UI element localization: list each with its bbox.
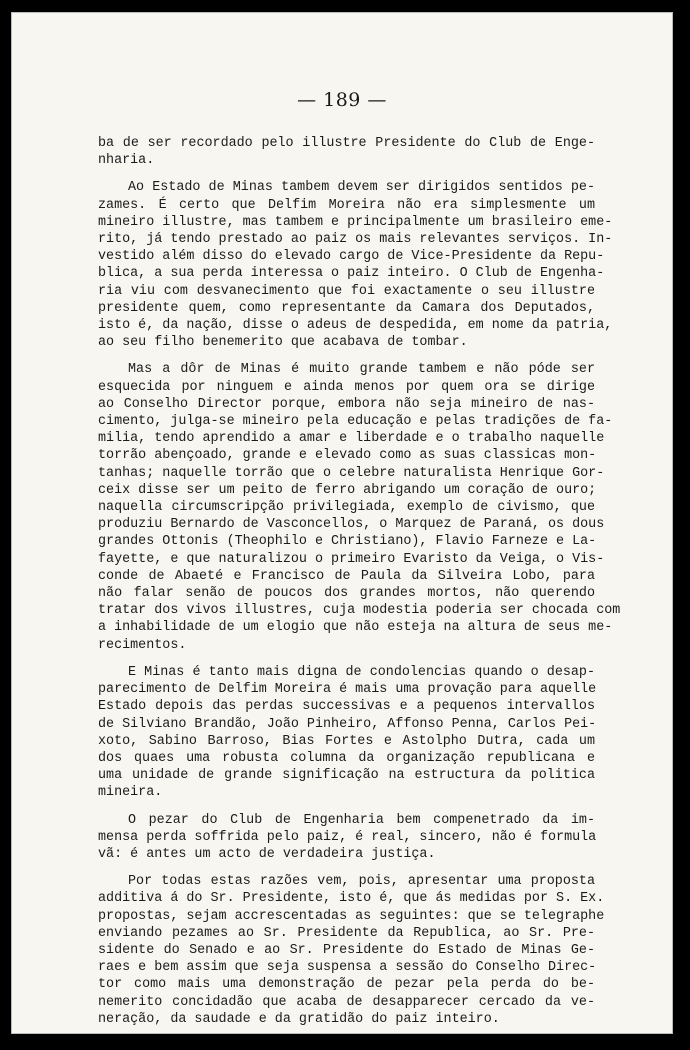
text-line: raes e bem assim que seja suspensa a sessão do Conselho Direc- [98, 960, 597, 976]
paragraph [98, 361, 621, 653]
text-line: tanhas; naquelle torrão que o celebre naturalista Henrique Gor- [98, 465, 605, 481]
text-line: mineira. [98, 785, 163, 801]
text-line: ceix disse ser um peito de ferro abrigando um coração de ouro; [98, 482, 597, 498]
book-page [11, 12, 673, 1034]
text-line: Ao Estado de Minas tambem devem ser dirigidos sentidos pe- [128, 180, 595, 196]
body-text [98, 135, 621, 1034]
text-line: sidente do Senado e ao Sr. Presidente do Estado de Minas Ge- [98, 942, 595, 958]
text-line: milia, tendo aprendido a amar e liberdade e o trabalho naquelle [98, 431, 605, 447]
text-line: nemerito concidadão que acaba de desapparecer cercado da ve- [98, 994, 595, 1010]
text-line: ao Conselho Director porque, embora não seja mineiro de nas- [98, 396, 595, 412]
text-line: Mas a dôr de Minas é muito grande tambem e não póde ser [128, 362, 595, 378]
text-line: ao seu filho benemerito que acabava de tombar. [98, 335, 468, 351]
paragraph [98, 812, 595, 864]
text-line: additiva á do Sr. Presidente, isto é, que ás medidas por S. Ex. [98, 891, 605, 907]
text-line: tratar dos vivos illustres, cuja modestia poderia ser chocada com [98, 603, 621, 619]
text-line: mensa perda soffrida pelo paiz, é real, sincero, não é formula [98, 829, 597, 845]
text-line: parecimento de Delfim Moreira é mais uma provação para aquelle [98, 682, 597, 698]
text-line: zames. É certo que Delfim Moreira não era simplesmente um [98, 197, 595, 213]
paragraph [98, 179, 613, 351]
text-line: isto é, da nação, disse o adeus de despedida, em nome da patria, [98, 318, 613, 334]
text-line: não falar senão de poucos dos grandes mortos, não querendo [98, 586, 595, 602]
text-line: ba de ser recordado pelo illustre Presidente do Club de Enge- [98, 136, 595, 151]
text-line: rito, já tendo prestado ao paiz os mais relevantes serviços. In- [98, 232, 613, 248]
text-line: recimentos. [98, 637, 187, 653]
text-line: vã: é antes um acto de verdadeira justiça. [98, 846, 436, 862]
text-line: Por todas estas razões vem, pois, apresentar uma proposta [128, 874, 595, 890]
text-line: naquella circumscripção privilegiada, exemplo de civismo, que [98, 500, 595, 516]
text-line: neração, da saudade e da gratidão do paiz inteiro. [98, 1011, 500, 1027]
text-line: grandes Ottonis (Theophilo e Christiano), Flavio Farneze e La- [98, 534, 597, 550]
paragraph [98, 873, 605, 1028]
text-line: xoto, Sabino Barroso, Bias Fortes e Astolpho Dutra, cada um [98, 733, 595, 749]
text-line: conde de Abaeté e Francisco de Paula da Silveira Lobo, para [98, 568, 595, 584]
text-line: nharia. [98, 153, 155, 169]
text-line: blica, a sua perda interessa o paiz inteiro. O Club de Engenha- [98, 266, 605, 282]
paragraph [98, 135, 595, 169]
text-line: torrão abençoado, grande e elevado como as suas classicas mon- [98, 448, 597, 464]
text-line: mineiro illustre, mas tambem e principalmente um brasileiro eme- [98, 214, 613, 230]
text-line: produziu Bernardo de Vasconcellos, o Marquez de Paraná, os dous [98, 517, 605, 533]
text-line: ria viu com desvanecimento que foi exactamente o seu illustre [98, 283, 595, 299]
text-line: uma unidade de grande significação na estructura da politica [98, 768, 595, 784]
text-line: propostas, sejam accrescentadas as seguintes: que se telegraphe [98, 908, 605, 924]
text-line: presidente quem, como representante da Camara dos Deputados, [98, 300, 595, 316]
page-number: — 189 — [297, 89, 387, 111]
text-line: tor como mais uma demonstração de pezar pela perda do be- [98, 977, 595, 993]
text-line: esquecida por ninguem e ainda menos por quem ora se dirige [98, 379, 595, 395]
text-line: a inhabilidade de um elogio que não esteja na altura de seus me- [98, 620, 613, 636]
text-line: E Minas é tanto mais digna de condolencias quando o desap- [128, 664, 595, 680]
text-line: enviando pezames ao Sr. Presidente da Republica, ao Sr. Pre- [98, 925, 595, 941]
text-line: Estado depois das perdas successivas e a pequenos intervallos [98, 699, 595, 715]
text-line: de Silviano Brandão, João Pinheiro, Affonso Penna, Carlos Pei- [98, 716, 597, 732]
text-line: O pezar do Club de Engenharia bem compenetrado da im- [128, 812, 595, 828]
paragraph [98, 664, 595, 802]
text-line: cimento, julga-se mineiro pela educação e pelas tradições de fa- [98, 414, 613, 430]
text-line: fayette, e que naturalizou o primeiro Evaristo da Veiga, o Vis- [98, 551, 605, 567]
text-line: vestido além disso do elevado cargo de Vice-Presidente da Repu- [98, 249, 605, 265]
text-line: dos quaes uma robusta columna da organização republicana e [98, 750, 595, 766]
